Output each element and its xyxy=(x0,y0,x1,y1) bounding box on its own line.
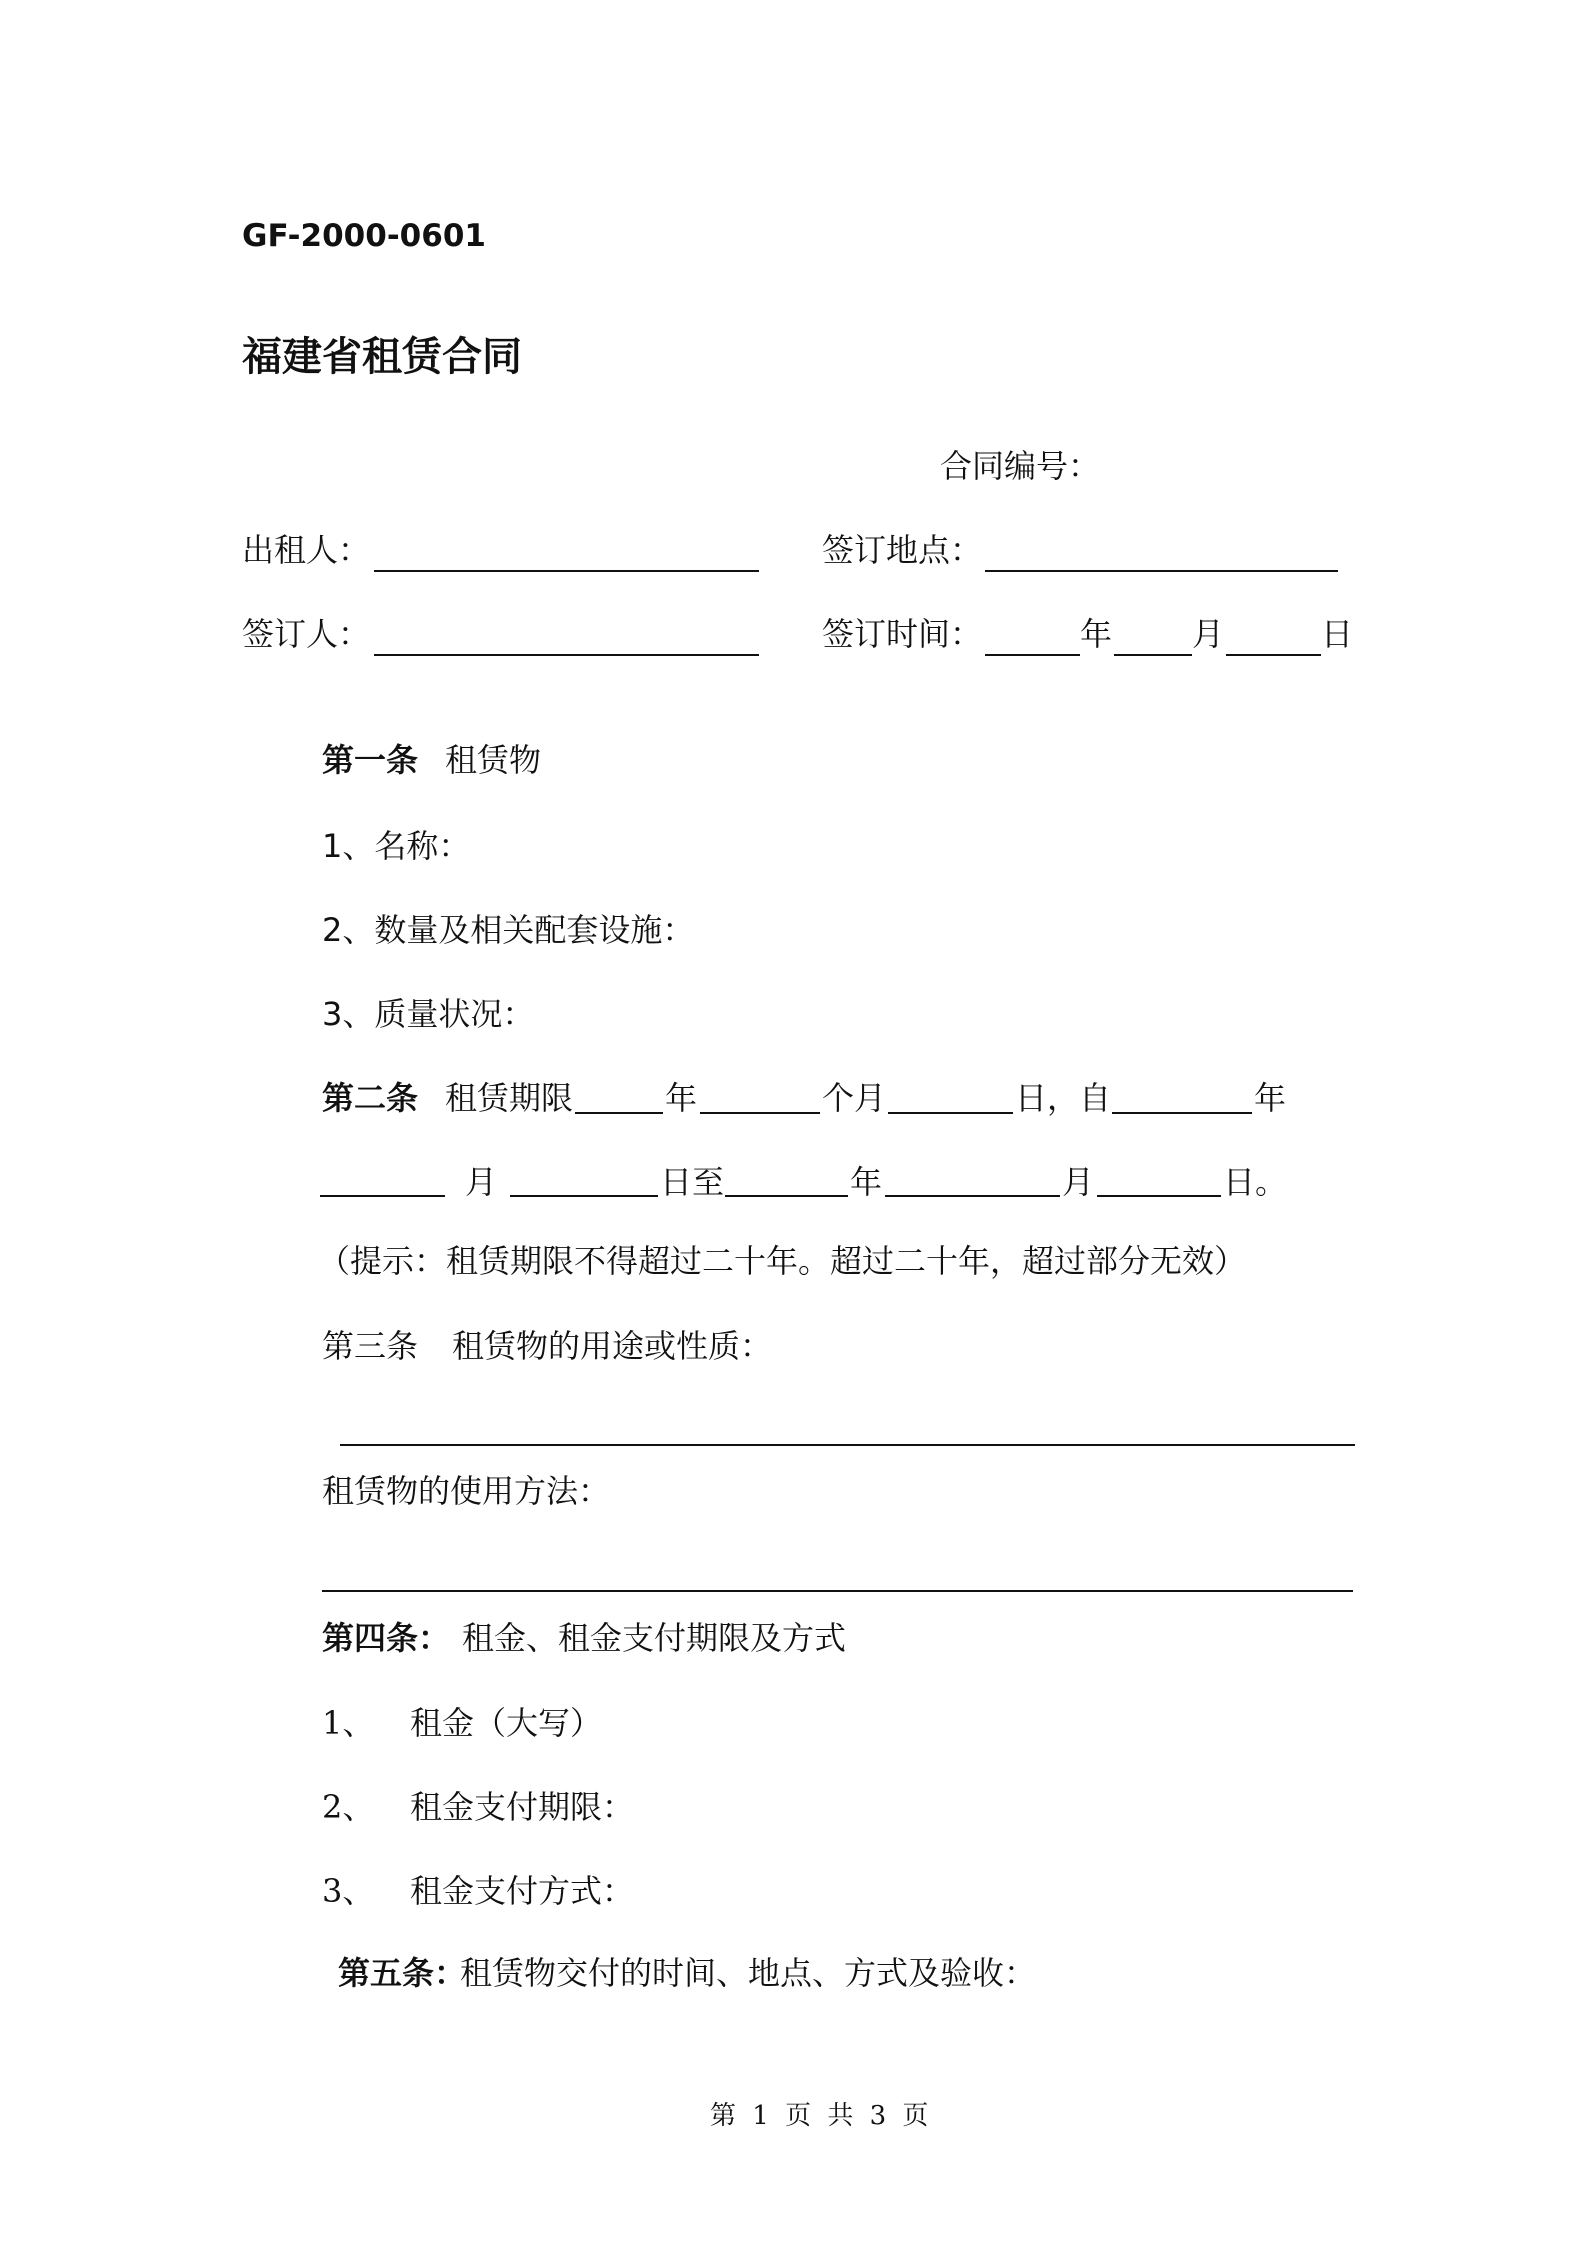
article-4-item-payment-method: 租金支付方式： xyxy=(410,1872,635,1910)
lessor-label: 出租人： xyxy=(242,531,371,569)
sign-day-blank[interactable] xyxy=(1226,654,1321,656)
article-4-item-3-number: 3、 xyxy=(322,1872,375,1910)
sign-time-label: 签订时间： xyxy=(822,615,983,653)
signer-blank[interactable] xyxy=(374,654,759,656)
sign-year-blank[interactable] xyxy=(985,654,1080,656)
usage-blank[interactable] xyxy=(340,1444,1355,1446)
term-years-unit: 年 xyxy=(665,1079,698,1117)
term-days-from: 日，自 xyxy=(1015,1079,1112,1117)
article-4-item-payment-period: 租金支付期限： xyxy=(410,1788,635,1826)
article-1-item-quantity: 2、数量及相关配套设施： xyxy=(322,911,695,949)
contract-no-label: 合同编号： xyxy=(940,447,1101,485)
start-day-blank[interactable] xyxy=(510,1195,658,1197)
term-months-unit: 个月 xyxy=(822,1079,887,1117)
end-day-blank[interactable] xyxy=(1097,1195,1221,1197)
article-1-item-quality: 3、质量状况： xyxy=(322,995,535,1033)
article-2-heading: 第二条 xyxy=(322,1079,419,1117)
term-days-blank[interactable] xyxy=(888,1112,1013,1114)
end-month-unit: 月 xyxy=(1062,1163,1095,1201)
article-1-heading: 第一条 xyxy=(322,741,419,779)
document-code: GF-2000-0601 xyxy=(242,218,486,254)
article-5-title: 租赁物交付的时间、地点、方式及验收： xyxy=(460,1954,1037,1992)
usage-method-label: 租赁物的使用方法： xyxy=(322,1472,611,1510)
usage-method-blank[interactable] xyxy=(322,1590,1353,1592)
sign-place-blank[interactable] xyxy=(985,570,1338,572)
start-day-to: 日至 xyxy=(660,1163,725,1201)
article-2-term-label: 租赁期限 xyxy=(445,1079,574,1117)
page-number: 第 1 页 共 3 页 xyxy=(710,2101,933,2131)
article-3-title: 租赁物的用途或性质： xyxy=(452,1327,773,1365)
article-4-item-2-number: 2、 xyxy=(322,1788,375,1826)
article-2-hint: （提示：租赁期限不得超过二十年。超过二十年，超过部分无效） xyxy=(318,1242,1247,1280)
start-month-blank[interactable] xyxy=(320,1195,445,1197)
sign-month-unit: 月 xyxy=(1192,615,1225,653)
signer-label: 签订人： xyxy=(242,615,371,653)
start-year-unit: 年 xyxy=(1254,1079,1287,1117)
end-month-blank[interactable] xyxy=(885,1195,1060,1197)
sign-year-unit: 年 xyxy=(1080,615,1113,653)
document-title: 福建省租赁合同 xyxy=(242,334,522,380)
lessor-blank[interactable] xyxy=(374,570,759,572)
end-year-unit: 年 xyxy=(850,1163,883,1201)
article-4-item-rent: 租金（大写） xyxy=(410,1704,603,1742)
sign-month-blank[interactable] xyxy=(1114,654,1192,656)
end-day-unit: 日。 xyxy=(1223,1163,1288,1201)
end-year-blank[interactable] xyxy=(725,1195,848,1197)
term-months-blank[interactable] xyxy=(700,1112,820,1114)
start-month-unit: 月 xyxy=(465,1163,498,1201)
sign-day-unit: 日 xyxy=(1321,615,1354,653)
article-1-item-name: 1、名称： xyxy=(322,827,471,865)
article-3-heading: 第三条 xyxy=(322,1327,419,1365)
article-5-heading: 第五条： xyxy=(338,1954,467,1992)
sign-place-label: 签订地点： xyxy=(822,531,983,569)
article-1-title: 租赁物 xyxy=(445,741,542,779)
article-4-heading: 第四条： xyxy=(322,1619,451,1657)
article-4-title: 租金、租金支付期限及方式 xyxy=(462,1619,847,1657)
start-year-blank[interactable] xyxy=(1112,1112,1252,1114)
article-4-item-1-number: 1、 xyxy=(322,1704,375,1742)
term-years-blank[interactable] xyxy=(575,1112,663,1114)
